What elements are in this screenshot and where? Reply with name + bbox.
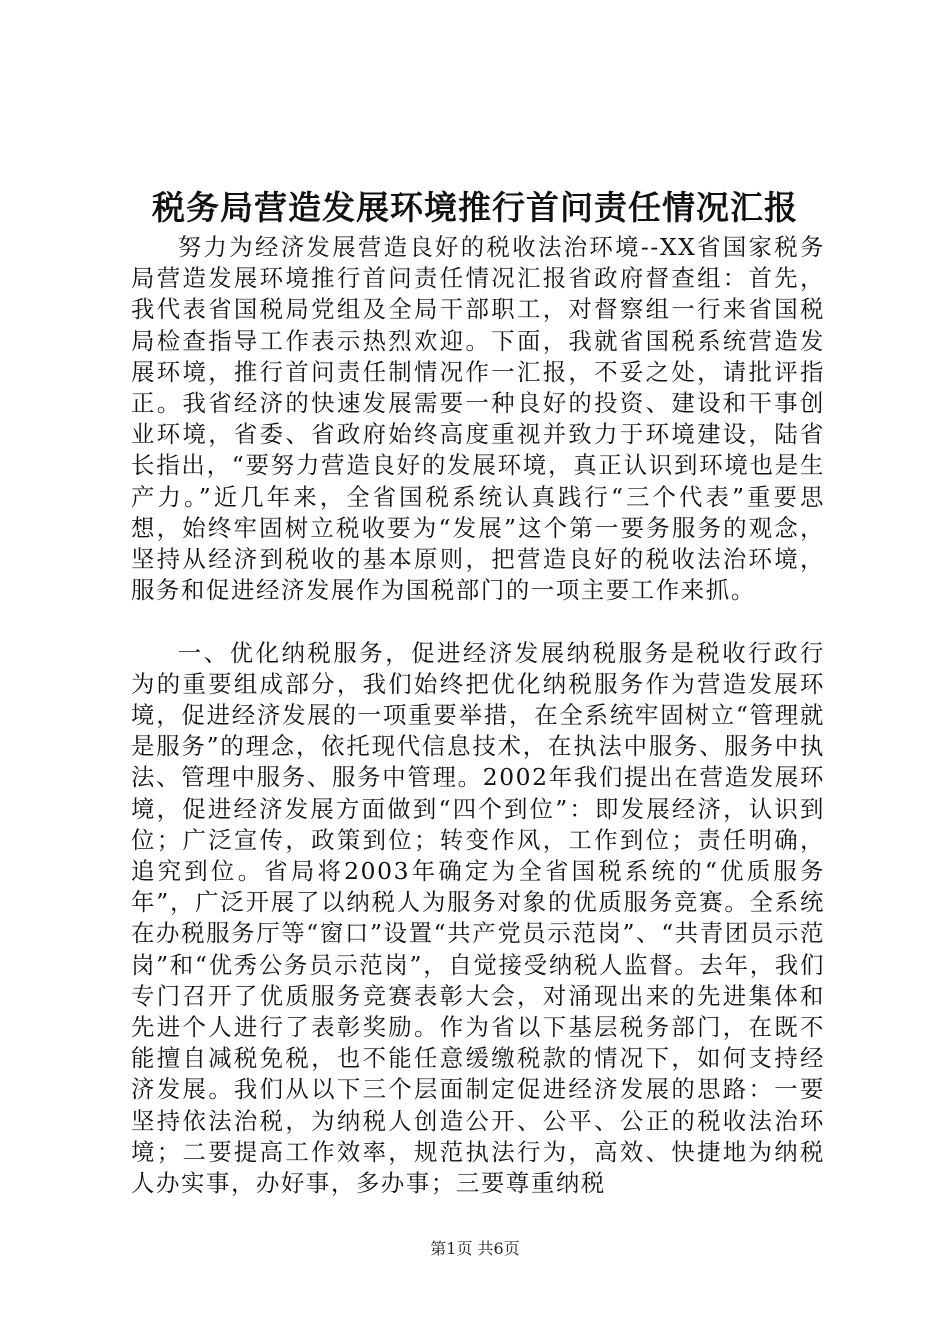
paragraph-section-1: 一、优化纳税服务，促进经济发展纳税服务是税收行政行为的重要组成部分，我们始终把优化纳税服务作为营造发展环境，促进经济发展的一项重要举措，在全系统牢固树立“管理就是服务”的理念，依托现代信息技术，在执法中服务、服务中执法、管理中服务、服务中管理。2002年我们提出在营造发展环境，促进经济发展方面做到“四个到位”：即发展经济，认识到位；广泛宣传，政策到位；转变作风，工作到位；责任明确，追究到位。省局将2003年确定为全省国税系统的“优质服务年”，广泛开展了以纳税人为服务对象的优质服务竞赛。全系统在办税服务厅等“窗口”设置“共产党员示范岗”、“共青团员示范岗”和“优秀公务员示范岗”，自觉接受纳税人监督。去年，我们专门召开了优质服务竞赛表彰大会，对涌现出来的先进集体和先进个人进行了表彰奖励。作为省以下基层税务部门，在既不能擅自减税免税，也不能任意缓缴税款的情况下，如何支持经济发展。我们从以下三个层面制定促进经济发展的思路：一要坚持依法治税，为纳税人创造公开、公平、公正的税收法治环境；二要提高工作效率，规范执法行为，高效、快捷地为纳税人办实事，办好事，多办事；三要尊重纳税 xyxy=(131,638,825,1198)
document-body xyxy=(131,232,825,1199)
paragraph-intro: 努力为经济发展营造良好的税收法治环境--XX省国家税务局营造发展环境推行首问责任情况汇报省政府督查组：首先，我代表省国税局党组及全局干部职工，对督察组一行来省国税局检查指导工作表示热烈欢迎。下面，我就省国税系统营造发展环境，推行首问责任制情况作一汇报，不妥之处，请批评指正。我省经济的快速发展需要一种良好的投资、建设和干事创业环境，省委、省政府始终高度重视并致力于环境建设，陆省长指出，“要努力营造良好的发展环境，真正认识到环境也是生产力。”近几年来，全省国税系统认真践行“三个代表”重要思想，始终牢固树立税收要为“发展”这个第一要务服务的观念，坚持从经济到税收的基本原则，把营造良好的税收法治环境，服务和促进经济发展作为国税部门的一项主要工作来抓。 xyxy=(131,233,825,605)
document-title: 税务局营造发展环境推行首问责任情况汇报 xyxy=(152,188,798,227)
page-number-footer: 第1页 共6页 xyxy=(430,1239,520,1258)
